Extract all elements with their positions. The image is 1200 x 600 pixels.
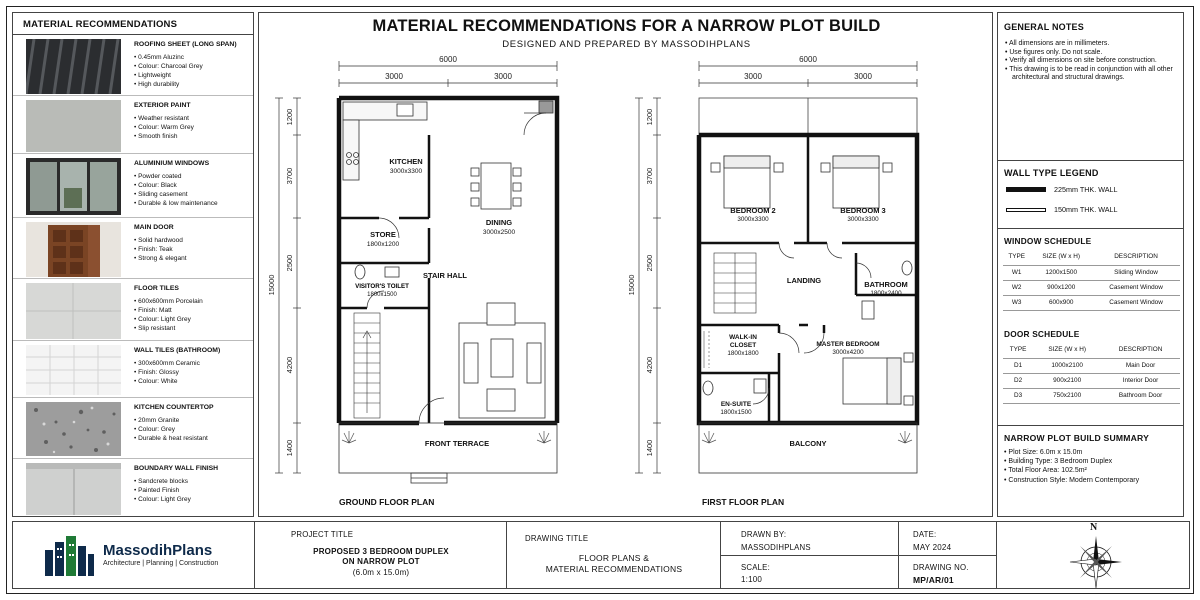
dim-vert: 3700: [285, 167, 294, 185]
window-swatch: [26, 158, 121, 215]
date-label: DATE:: [913, 530, 937, 539]
material-line: • 600x600mm Porcelain: [134, 297, 203, 306]
summary-item: • Building Type: 3 Bedroom Duplex: [1004, 457, 1139, 466]
room-balcony: BALCONY: [789, 439, 827, 448]
title-block: [12, 521, 1190, 589]
material-wall-tiles: [13, 342, 253, 398]
door-schedule-heading: DOOR SCHEDULE: [1004, 329, 1080, 339]
room-size: 3000x2500: [482, 229, 516, 236]
dim-half: 3000: [744, 72, 762, 81]
first-floor-plan: [627, 55, 917, 473]
table-cell: 900x2100: [1033, 373, 1101, 388]
table-cell: Interior Door: [1101, 373, 1180, 388]
room-kitchen: KITCHEN: [389, 157, 423, 166]
table-cell: Casement Window: [1092, 280, 1180, 295]
room-size: 3000x3300: [389, 168, 423, 175]
col-header: TYPE: [1003, 342, 1033, 358]
material-paint: [13, 97, 253, 154]
boundary-wall-swatch: [26, 463, 121, 515]
material-line: • Colour: Warm Grey: [134, 123, 194, 132]
drawing-title-label: DRAWING TITLE: [525, 534, 589, 543]
door-schedule-table: [1003, 342, 1180, 404]
notes-panel: [997, 12, 1184, 517]
thick-wall-swatch: [1006, 187, 1046, 192]
project-title-cell: [255, 522, 507, 588]
note-item: • This drawing is to be read in conjunction with all other architectural and structural drawings.: [1004, 66, 1180, 83]
drawing-area: [258, 12, 993, 517]
table-cell: 750x2100: [1033, 388, 1101, 403]
summary-item: • Plot Size: 6.0m x 15.0m: [1004, 448, 1139, 457]
table-cell: Main Door: [1101, 358, 1180, 373]
material-title: MAIN DOOR: [134, 224, 174, 231]
material-line: • Weather resistant: [134, 114, 194, 123]
table-cell: W2: [1003, 280, 1030, 295]
paint-swatch: [26, 100, 121, 152]
dim-vert: 3700: [645, 167, 654, 185]
drawing-no-label: DRAWING NO.: [913, 563, 969, 572]
material-title: ALUMINIUM WINDOWS: [134, 160, 210, 167]
material-line: • Finish: Teak: [134, 245, 187, 254]
summary-heading: NARROW PLOT BUILD SUMMARY: [1004, 433, 1150, 443]
table-cell: 900x1200: [1030, 280, 1092, 295]
floor-tile-swatch: [26, 283, 121, 339]
table-cell: D1: [1003, 358, 1033, 373]
dim-vert: 4200: [285, 356, 294, 374]
material-line: • Colour: Light Grey: [134, 315, 203, 324]
roofing-swatch: [26, 39, 121, 94]
table-cell: Sliding Window: [1092, 265, 1180, 280]
project-title-line2: ON NARROW PLOT: [342, 557, 420, 566]
scale-value: 1:100: [741, 575, 763, 584]
material-line: • Finish: Glossy: [134, 368, 200, 377]
room-front-terrace: FRONT TERRACE: [424, 439, 490, 448]
material-line: • Colour: Grey: [134, 425, 208, 434]
project-title-line1: PROPOSED 3 BEDROOM DUPLEX: [313, 547, 449, 556]
dim-vert: 1200: [285, 108, 294, 126]
dim-total-height: 15000: [267, 274, 276, 296]
material-line: • Lightweight: [134, 71, 203, 80]
north-arrow: [1058, 522, 1138, 588]
scale-label: SCALE:: [741, 563, 770, 572]
general-notes-heading: GENERAL NOTES: [1004, 22, 1084, 32]
material-line: • Durable & low maintenance: [134, 199, 218, 208]
ground-floor-plan: [267, 55, 557, 483]
note-item: • Use figures only. Do not scale.: [1004, 49, 1180, 58]
room-walk-in: WALK-IN: [729, 334, 757, 341]
room-size: 3000x3300: [737, 216, 769, 223]
room-size: 3000x3300: [847, 216, 879, 223]
dim-half: 3000: [494, 72, 512, 81]
first-floor-label: FIRST FLOOR PLAN: [702, 497, 785, 507]
room-bedroom-2: BEDROOM 2: [730, 206, 776, 215]
dim-vert: 2500: [645, 254, 654, 272]
dim-width: 6000: [799, 55, 817, 64]
drawn-by-label: DRAWN BY:: [741, 530, 787, 539]
material-line: • 20mm Granite: [134, 416, 208, 425]
room-size: 3000x4200: [832, 349, 864, 356]
door-swatch: [26, 222, 121, 277]
material-line: • 0.45mm Aluzinc: [134, 53, 203, 62]
material-line: • Colour: Charcoal Grey: [134, 62, 203, 71]
col-header: DESCRIPTION: [1092, 249, 1180, 265]
material-door: [13, 219, 253, 279]
summary-list: [1004, 448, 1139, 485]
material-windows: [13, 155, 253, 218]
col-header: SIZE (W x H): [1030, 249, 1092, 265]
general-notes-list: [1004, 40, 1180, 83]
dim-vert: 4200: [645, 356, 654, 374]
table-cell: W3: [1003, 295, 1030, 310]
material-title: ROOFING SHEET (LONG SPAN): [134, 41, 237, 48]
compass-icon: [1068, 534, 1128, 588]
material-line: • Colour: White: [134, 377, 200, 386]
ground-floor-label: GROUND FLOOR PLAN: [339, 497, 435, 507]
material-line: • Slip resistant: [134, 324, 203, 333]
material-boundary-wall: [13, 460, 253, 518]
drawing-title-line1: FLOOR PLANS &: [578, 553, 650, 563]
note-item: • All dimensions are in millimeters.: [1004, 40, 1180, 49]
dim-total-height: 15000: [627, 274, 636, 296]
floor-plans: [259, 13, 994, 518]
room-store: STORE: [370, 230, 396, 239]
material-line: • 300x600mm Ceramic: [134, 359, 200, 368]
drawing-subtitle: DESIGNED AND PREPARED BY MASSODIHPLANS: [502, 39, 751, 50]
room-size: 1800x1500: [720, 409, 752, 416]
drawing-title-line2: MATERIAL RECOMMENDATIONS: [545, 564, 683, 574]
drawing-title: MATERIAL RECOMMENDATIONS FOR A NARROW PLOT BUILD: [372, 17, 881, 35]
drawn-scale-cell: [721, 522, 899, 588]
material-title: FLOOR TILES: [134, 285, 179, 292]
material-line: • Painted Finish: [134, 486, 191, 495]
north-label: N: [1090, 522, 1098, 533]
material-countertop: [13, 399, 253, 459]
logo-tagline: Architecture | Planning | Construction: [103, 560, 219, 567]
material-line: • Strong & elegant: [134, 254, 187, 263]
material-floor-tiles: [13, 280, 253, 341]
material-line: • Colour: Light Grey: [134, 495, 191, 504]
dim-vert: 2500: [285, 254, 294, 272]
dim-half: 3000: [854, 72, 872, 81]
room-size: 1800x2400: [870, 290, 902, 297]
drawing-title-cell: [507, 522, 721, 588]
table-cell: 1200x1500: [1030, 265, 1092, 280]
room-size: 1800x1800: [727, 350, 759, 357]
table-cell: 600x900: [1030, 295, 1092, 310]
date-value: MAY 2024: [913, 543, 952, 552]
material-roofing: [13, 36, 253, 96]
material-line: • Durable & heat resistant: [134, 434, 208, 443]
project-title-label: PROJECT TITLE: [291, 530, 354, 539]
room-size: 1800x1500: [367, 292, 397, 298]
drawn-by-value: MASSODIHPLANS: [741, 543, 811, 552]
material-title: EXTERIOR PAINT: [134, 102, 191, 109]
material-panel: [12, 12, 254, 517]
material-line: • Solid hardwood: [134, 236, 187, 245]
thin-wall-swatch: [1006, 208, 1046, 212]
wall-tile-swatch: [26, 345, 121, 395]
material-heading: MATERIAL RECOMMENDATIONS: [13, 13, 253, 35]
logo-name: MassodihPlans: [103, 542, 213, 559]
building-logo-icon: [43, 536, 95, 576]
room-master-bedroom: MASTER BEDROOM: [816, 341, 880, 348]
col-header: SIZE (W x H): [1033, 342, 1101, 358]
table-cell: Bathroom Door: [1101, 388, 1180, 403]
material-title: KITCHEN COUNTERTOP: [134, 404, 214, 411]
window-schedule-heading: WINDOW SCHEDULE: [1004, 236, 1092, 246]
window-schedule-table: [1003, 249, 1180, 311]
material-line: • Sandcrete blocks: [134, 477, 191, 486]
material-title: WALL TILES (BATHROOM): [134, 347, 221, 354]
room-landing: LANDING: [786, 276, 822, 285]
room-size: 1800x1200: [366, 241, 400, 248]
dim-vert: 1400: [645, 439, 654, 457]
material-title: BOUNDARY WALL FINISH: [134, 465, 219, 472]
thin-wall-label: 150mm THK. WALL: [1054, 205, 1118, 214]
granite-swatch: [26, 402, 121, 456]
table-cell: 1000x2100: [1033, 358, 1101, 373]
drawing-no-value: MP/AR/01: [913, 575, 954, 585]
room-bedroom-3: BEDROOM 3: [840, 206, 886, 215]
date-dno-cell: [899, 522, 997, 588]
dim-vert: 1400: [285, 439, 294, 457]
dim-half: 3000: [385, 72, 403, 81]
material-line: • Smooth finish: [134, 132, 194, 141]
wall-legend-heading: WALL TYPE LEGEND: [1004, 168, 1099, 178]
col-header: DESCRIPTION: [1101, 342, 1180, 358]
table-cell: D3: [1003, 388, 1033, 403]
room-visitors-toilet: VISITOR'S TOILET: [355, 283, 409, 290]
room-closet: CLOSET: [729, 342, 757, 349]
col-header: TYPE: [1003, 249, 1030, 265]
table-cell: W1: [1003, 265, 1030, 280]
material-line: • High durability: [134, 80, 203, 89]
material-line: • Sliding casement: [134, 190, 218, 199]
dim-width: 6000: [439, 55, 457, 64]
thick-wall-label: 225mm THK. WALL: [1054, 185, 1118, 194]
summary-item: • Total Floor Area: 102.5m²: [1004, 466, 1139, 475]
summary-item: • Construction Style: Modern Contemporary: [1004, 476, 1139, 485]
table-cell: D2: [1003, 373, 1033, 388]
logo-cell: [13, 522, 255, 588]
note-item: • Verify all dimensions on site before construction.: [1004, 57, 1180, 66]
material-line: • Powder coated: [134, 172, 218, 181]
dim-vert: 1200: [645, 108, 654, 126]
material-line: • Finish: Matt: [134, 306, 203, 315]
room-en-suite: EN-SUITE: [720, 401, 752, 408]
project-title-line3: (6.0m x 15.0m): [352, 568, 410, 577]
room-stair-hall: STAIR HALL: [422, 271, 468, 280]
room-dining: DINING: [485, 218, 513, 227]
room-bathroom: BATHROOM: [864, 280, 908, 289]
material-line: • Colour: Black: [134, 181, 218, 190]
table-cell: Casement Window: [1092, 295, 1180, 310]
